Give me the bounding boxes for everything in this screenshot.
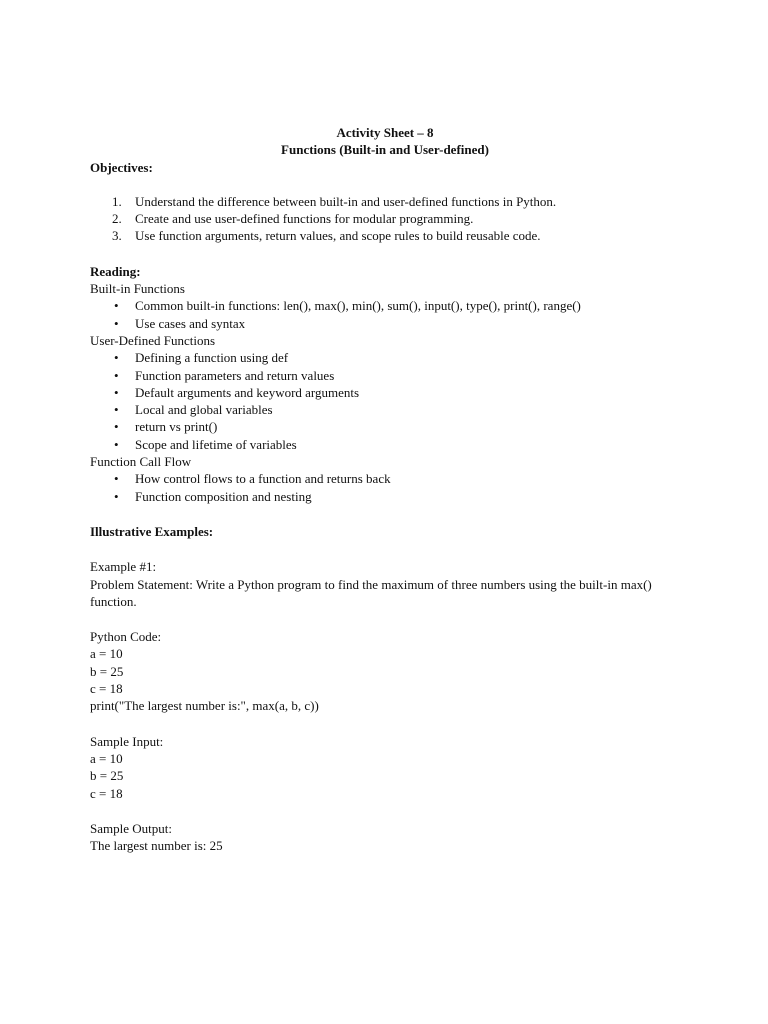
bullet-text: return vs print() <box>135 419 218 435</box>
document-subtitle: Functions (Built-in and User-defined) <box>281 142 489 158</box>
objective-item <box>90 193 690 210</box>
bullet-icon: • <box>114 315 119 331</box>
bullet-item <box>90 401 690 418</box>
code-line: b = 25 <box>90 663 124 679</box>
sample-input-line: b = 25 <box>90 768 124 784</box>
bullet-item <box>90 488 690 505</box>
bullet-text: How control flows to a function and returns back <box>135 471 391 487</box>
sample-output-line: The largest number is: 25 <box>90 838 223 854</box>
code-label: Python Code: <box>90 629 162 645</box>
objective-number: 1. <box>112 193 122 209</box>
bullet-text: Local and global variables <box>135 402 273 418</box>
bullet-item <box>90 470 690 487</box>
code-line: print("The largest number is:", max(a, b, c)) <box>90 698 319 714</box>
bullet-item <box>90 418 690 435</box>
bullet-icon: • <box>114 419 119 435</box>
bullet-item <box>90 384 690 401</box>
objectives-list <box>90 193 690 245</box>
bullet-icon: • <box>114 488 119 504</box>
code-line: c = 18 <box>90 681 123 697</box>
bullet-icon: • <box>114 402 119 418</box>
bullet-text: Common built-in functions: len(), max(), min(), sum(), input(), type(), print(), range() <box>135 298 581 314</box>
problem-statement: Problem Statement: Write a Python program to find the maximum of three numbers using the built-in max() function. <box>90 576 652 609</box>
bullet-item <box>90 367 690 384</box>
bullet-icon: • <box>114 298 119 314</box>
code-line: a = 10 <box>90 646 123 662</box>
objective-text: Use function arguments, return values, and scope rules to build reusable code. <box>135 228 541 244</box>
objective-item <box>90 210 690 227</box>
sample-input-line: c = 18 <box>90 785 123 801</box>
bullet-icon: • <box>114 384 119 400</box>
bullet-text: Scope and lifetime of variables <box>135 436 297 452</box>
bullet-text: Defining a function using def <box>135 350 289 366</box>
reading-bullet-list <box>90 470 690 505</box>
example-label: Example #1: <box>90 559 157 575</box>
reading-bullet-list <box>90 297 690 332</box>
reading-section-title: Built-in Functions <box>90 281 185 297</box>
reading-section-title: Function Call Flow <box>90 454 192 470</box>
bullet-icon: • <box>114 367 119 383</box>
objective-number: 2. <box>112 211 122 227</box>
sample-input-label: Sample Input: <box>90 733 164 749</box>
examples-heading: Illustrative Examples: <box>90 523 214 539</box>
bullet-text: Default arguments and keyword arguments <box>135 384 360 400</box>
reading-heading: Reading: <box>90 263 141 279</box>
document-title: Activity Sheet – 8 <box>336 125 434 140</box>
activity-sheet <box>90 124 690 854</box>
bullet-text: Use cases and syntax <box>135 315 246 331</box>
bullet-icon: • <box>114 350 119 366</box>
bullet-item <box>90 436 690 453</box>
bullet-text: Function parameters and return values <box>135 367 335 383</box>
reading-bullet-list <box>90 349 690 453</box>
objective-item <box>90 227 690 244</box>
bullet-item <box>90 297 690 314</box>
objectives-heading: Objectives: <box>90 159 153 175</box>
sample-input-line: a = 10 <box>90 750 123 766</box>
objective-text: Understand the difference between built-in and user-defined functions in Python. <box>135 193 557 209</box>
bullet-item <box>90 349 690 366</box>
objective-number: 3. <box>112 228 122 244</box>
bullet-icon: • <box>114 436 119 452</box>
bullet-text: Function composition and nesting <box>135 488 312 504</box>
bullet-icon: • <box>114 471 119 487</box>
sample-output-label: Sample Output: <box>90 820 172 836</box>
bullet-item <box>90 315 690 332</box>
reading-section-title: User-Defined Functions <box>90 332 216 348</box>
objective-text: Create and use user-defined functions for modular programming. <box>135 211 474 227</box>
